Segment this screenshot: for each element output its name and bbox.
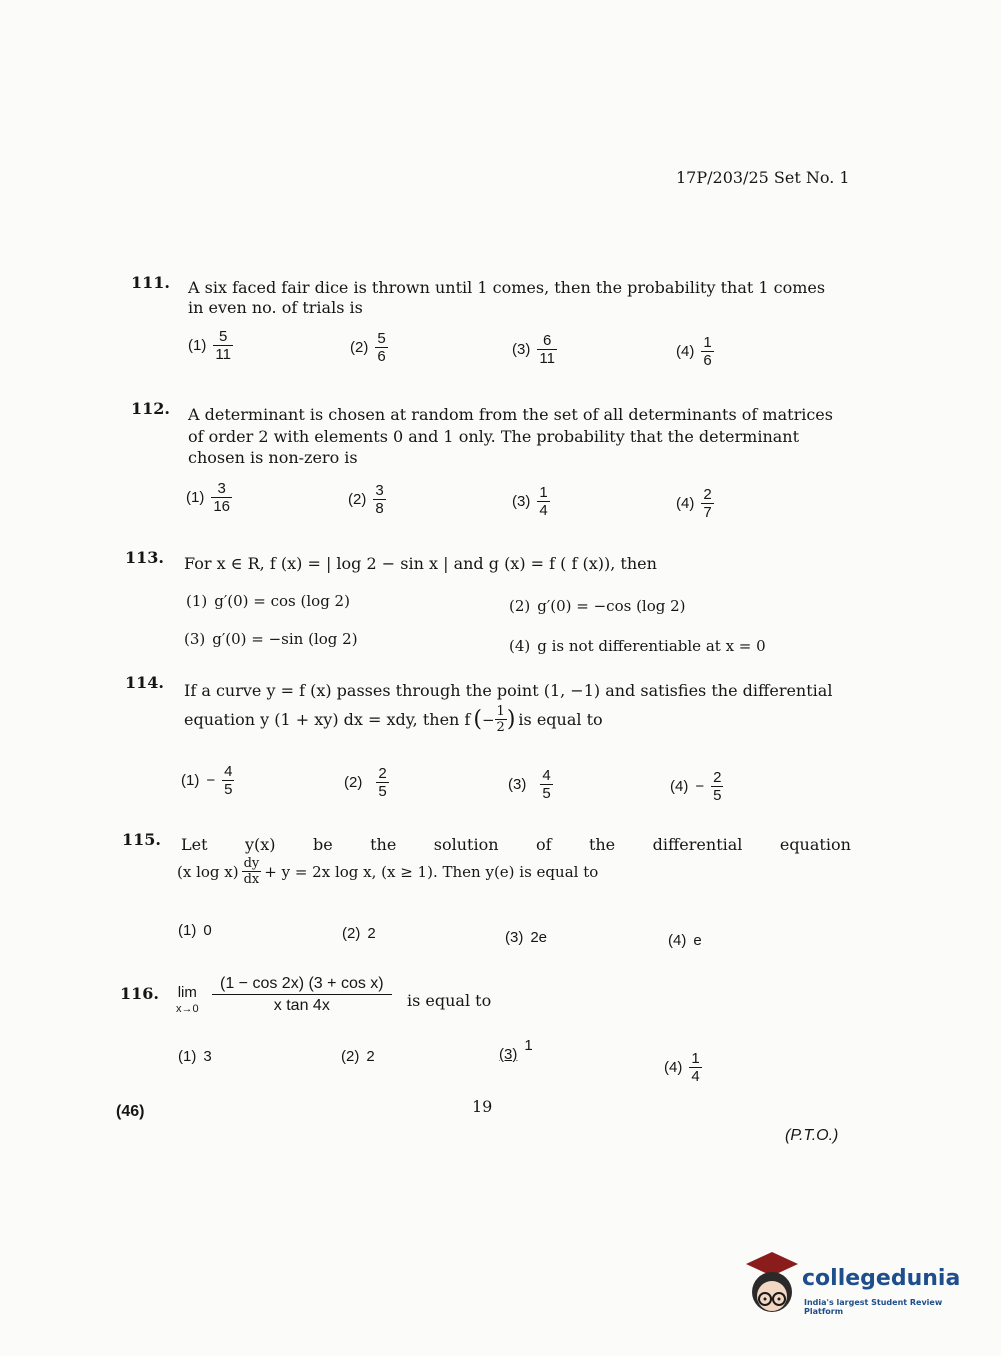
word: of [535, 835, 552, 854]
brand-tagline: India's largest Student Review Platform [804, 1298, 943, 1316]
option-115-2[interactable]: (2) 2 [342, 925, 376, 942]
option-112-4[interactable]: (4) $\frac{2}{7}$ [676, 486, 712, 521]
set-marker: (46) [116, 1103, 145, 1120]
question-text-115-line2 [177, 856, 598, 887]
word: y(x) [244, 835, 276, 854]
dy-dx-fraction: $\frac{dy}{dx}$ [243, 856, 260, 887]
mascot-icon [744, 1248, 800, 1324]
word: be [312, 835, 333, 854]
option-111-2[interactable]: (2) $\frac{5}{6}$ [350, 330, 386, 365]
collegedunia-logo [744, 1248, 966, 1324]
option-114-1[interactable]: (1) − $\frac{4}{5}$ [181, 763, 233, 798]
brand-name: collegedunia [802, 1266, 961, 1291]
question-text-111-line1: A six faced fair dice is thrown until 1 comes, then the probability that 1 comes [188, 278, 826, 297]
question-number-114: 114. [125, 673, 164, 692]
option-113-1[interactable]: (1) g′(0) = cos (log 2) [186, 592, 350, 610]
option-112-3[interactable]: (3) $\frac{1}{4}$ [512, 484, 548, 519]
word: equation [779, 835, 851, 854]
limit-expression [216, 973, 388, 1016]
word: Let [181, 835, 208, 854]
question-text-116: is equal to [407, 991, 492, 1010]
word: the [370, 835, 397, 854]
question-text-115-line1 [181, 834, 851, 856]
option-112-2[interactable]: (2) $\frac{3}{8}$ [348, 482, 384, 517]
question-text-114-line2b: is equal to [518, 709, 603, 729]
question-text-113: For x ∈ R, f (x) = | log 2 − sin x | and g (x) = f ( f (x)), then [184, 554, 657, 573]
question-number-112: 112. [131, 399, 170, 418]
question-number-116: 116. [120, 984, 159, 1003]
option-116-2[interactable]: (2) 2 [341, 1048, 375, 1065]
option-114-4[interactable]: (4) − $\frac{2}{5}$ [670, 769, 722, 804]
limit-label: lim [177, 984, 197, 1001]
question-number-115: 115. [122, 830, 161, 849]
option-111-1[interactable]: (1) $\frac{5}{11}$ [188, 328, 231, 363]
expression-numerator: (1 − cos 2x) (3 + cos x) [220, 975, 384, 992]
limit-subscript: x→0 [176, 1003, 199, 1015]
option-113-3[interactable]: (3) g′(0) = −sin (log 2) [184, 630, 358, 648]
option-111-4[interactable]: (4) $\frac{1}{6}$ [676, 334, 712, 369]
option-113-4[interactable]: (4) g is not differentiable at x = 0 [509, 637, 766, 655]
question-number-111: 111. [131, 273, 170, 292]
word: solution [433, 835, 499, 854]
question-text-115-line2a: (x log x) [177, 862, 239, 881]
limit-operator [176, 985, 199, 1017]
word: the [588, 835, 616, 854]
option-114-2[interactable]: (2) $\frac{2}{5}$ [344, 765, 387, 800]
question-text-112-line3: chosen is non-zero is [188, 448, 358, 467]
question-text-114-line2a: equation y (1 + xy) dx = xdy, then f [184, 709, 471, 729]
question-text-115-line2b: + y = 2x log x, (x ≥ 1). Then y(e) is equal to [264, 862, 599, 881]
please-turn-over: (P.T.O.) [785, 1127, 839, 1144]
option-115-3[interactable]: (3) 2e [505, 929, 548, 946]
option-115-4[interactable]: (4) e [668, 932, 702, 949]
option-116-3[interactable]: (3) 1 [499, 1037, 533, 1063]
question-text-111-line2: in even no. of trials is [188, 298, 363, 317]
word: differential [652, 835, 743, 854]
question-number-113: 113. [125, 548, 164, 567]
option-114-3[interactable]: (3) $\frac{4}{5}$ [508, 767, 551, 802]
question-text-112-line1: A determinant is chosen at random from the set of all determinants of matrices [188, 405, 833, 424]
question-text-114-line1: If a curve y = f (x) passes through the point (1, −1) and satisfies the differential [184, 681, 833, 700]
paper-code: 17P/203/25 Set No. 1 [676, 168, 850, 187]
option-111-3[interactable]: (3) $\frac{6}{11}$ [512, 332, 555, 367]
question-text-112-line2: of order 2 with elements 0 and 1 only. The probability that the determinant [188, 427, 800, 446]
page-number: 19 [472, 1097, 493, 1116]
option-116-4[interactable]: (4) $\frac{1}{4}$ [664, 1050, 700, 1085]
question-text-114-line2 [184, 704, 603, 735]
option-115-1[interactable]: (1) 0 [178, 922, 212, 939]
expression-denominator: x tan 4x [212, 994, 392, 1016]
option-113-2[interactable]: (2) g′(0) = −cos (log 2) [509, 597, 686, 615]
option-116-1[interactable]: (1) 3 [178, 1048, 212, 1065]
function-argument: ( − $\frac{1}{2}$ ) [473, 704, 516, 735]
option-112-1[interactable]: (1) $\frac{3}{16}$ [186, 480, 231, 515]
